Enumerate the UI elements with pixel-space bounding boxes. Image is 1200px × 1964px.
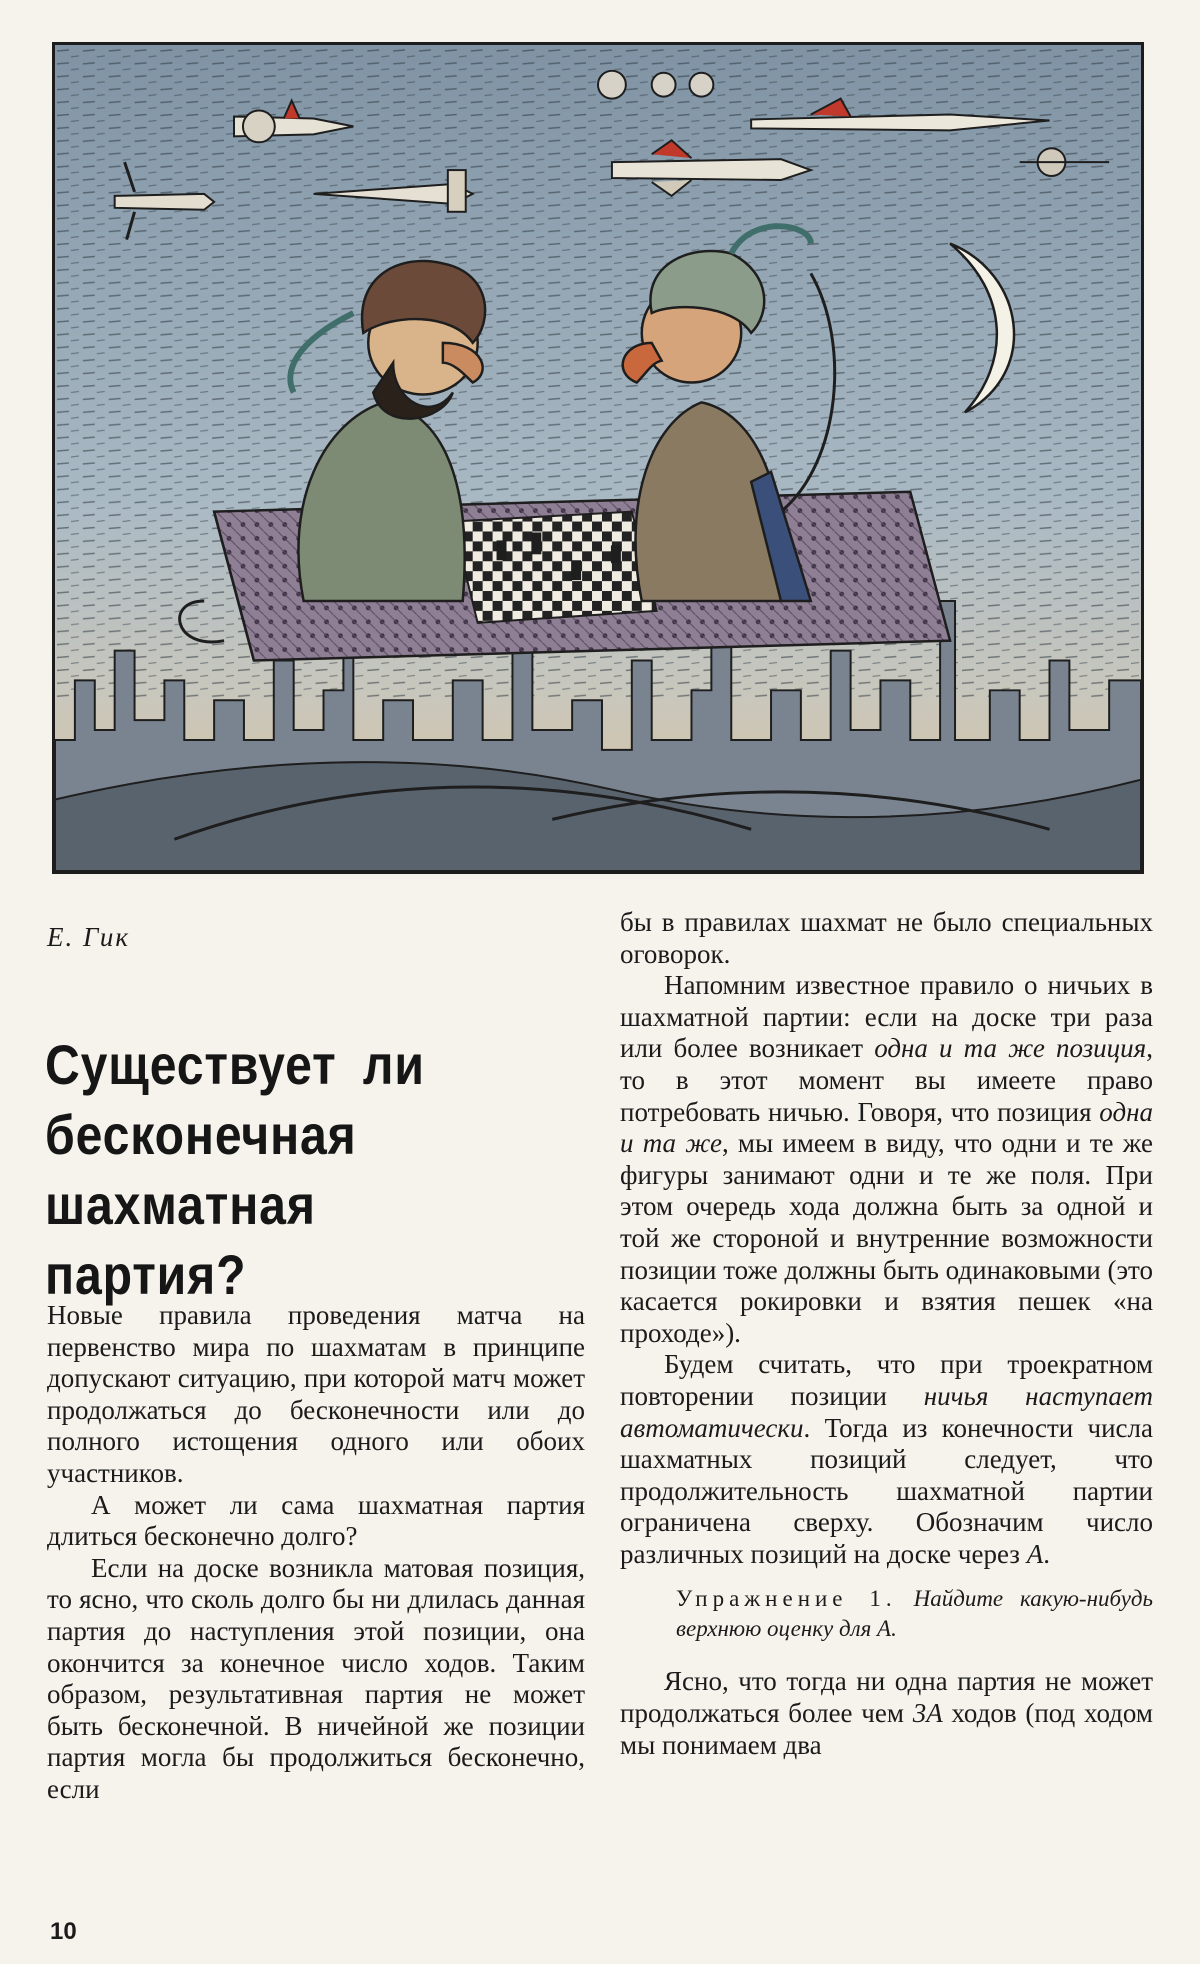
paragraph: Если на доске возникла матовая позиция, то ясно, что сколь долго бы ни длилась данная партия до наступления этой позиции, она окончится за конечное число ходов. Таким образом, результативная партия не может быть бесконечной. В ничейной же позиции партия могла бы продолжиться бесконечно, если xyxy=(47,1552,585,1804)
exercise xyxy=(620,1584,1153,1644)
text-span: Напомним известное правило о ничьих в шахматной партии: если на доске три раза или более возникает xyxy=(620,970,1153,1064)
paragraph xyxy=(620,1349,1153,1570)
math-variable: A xyxy=(1026,1538,1044,1569)
italic-phrase: одна и та же позиция xyxy=(874,1033,1147,1064)
paragraph: бы в правилах шахмат не было специальных оговорок. xyxy=(620,907,1153,969)
flying-carpet-chess-picture xyxy=(55,45,1141,871)
text-span: , то в этот момент вы имеете право потребовать ничью. Говоря, что позиция xyxy=(620,1033,1153,1127)
illustration xyxy=(52,42,1144,874)
chess-board xyxy=(453,512,657,623)
text-span: . Тогда из конечности числа шахматных позиций следует, что продолжительность шахматной партии ограничена сверху. Обозначим число различных позиций на доске через xyxy=(620,1412,1153,1569)
paragraph: Новые правила проведения матча на первенство мира по шахматам в принципе допускают ситуацию, при которой матч может продолжаться до бесконечности или до полного истощения одного или обоих участников. xyxy=(47,1300,585,1488)
italic-phrase: ничья наступает автоматически xyxy=(620,1380,1153,1443)
left-column xyxy=(47,1300,585,1806)
exercise-label: Упражнение 1. xyxy=(676,1586,897,1612)
text-span: ходов (под ходом мы понимаем два xyxy=(620,1698,1153,1760)
paragraph xyxy=(620,970,1153,1349)
page-number: 10 xyxy=(50,1918,77,1945)
italic-phrase: одна и та же xyxy=(620,1096,1153,1159)
exercise-text: Найдите какую-нибудь верхнюю оценку для A. xyxy=(676,1586,1153,1642)
text-span: , мы имеем в виду, что одни и те же фигуры занимают одни и те же поля. При этом очередь хода должна быть за одной и той же стороной и внутренние возможности позиции тоже должны быть одинаковыми (это касается рокировки и взятия пешек «на проходе»). xyxy=(620,1128,1153,1348)
article-title: Существует ли бесконечная шахматная партия? xyxy=(45,1033,425,1306)
paragraph: А может ли сама шахматная партия длиться бесконечно долго? xyxy=(47,1489,585,1552)
paragraph xyxy=(620,1666,1153,1761)
right-column xyxy=(620,907,1153,1761)
text-span: Ясно, что тогда ни одна партия не может продолжаться более чем xyxy=(620,1666,1153,1729)
text-span: Будем считать, что при троекратном повторении позиции xyxy=(620,1349,1153,1411)
text-span: . xyxy=(1043,1538,1050,1569)
math-expression: 3A xyxy=(912,1698,943,1729)
author-name: Е. Гик xyxy=(47,922,130,952)
